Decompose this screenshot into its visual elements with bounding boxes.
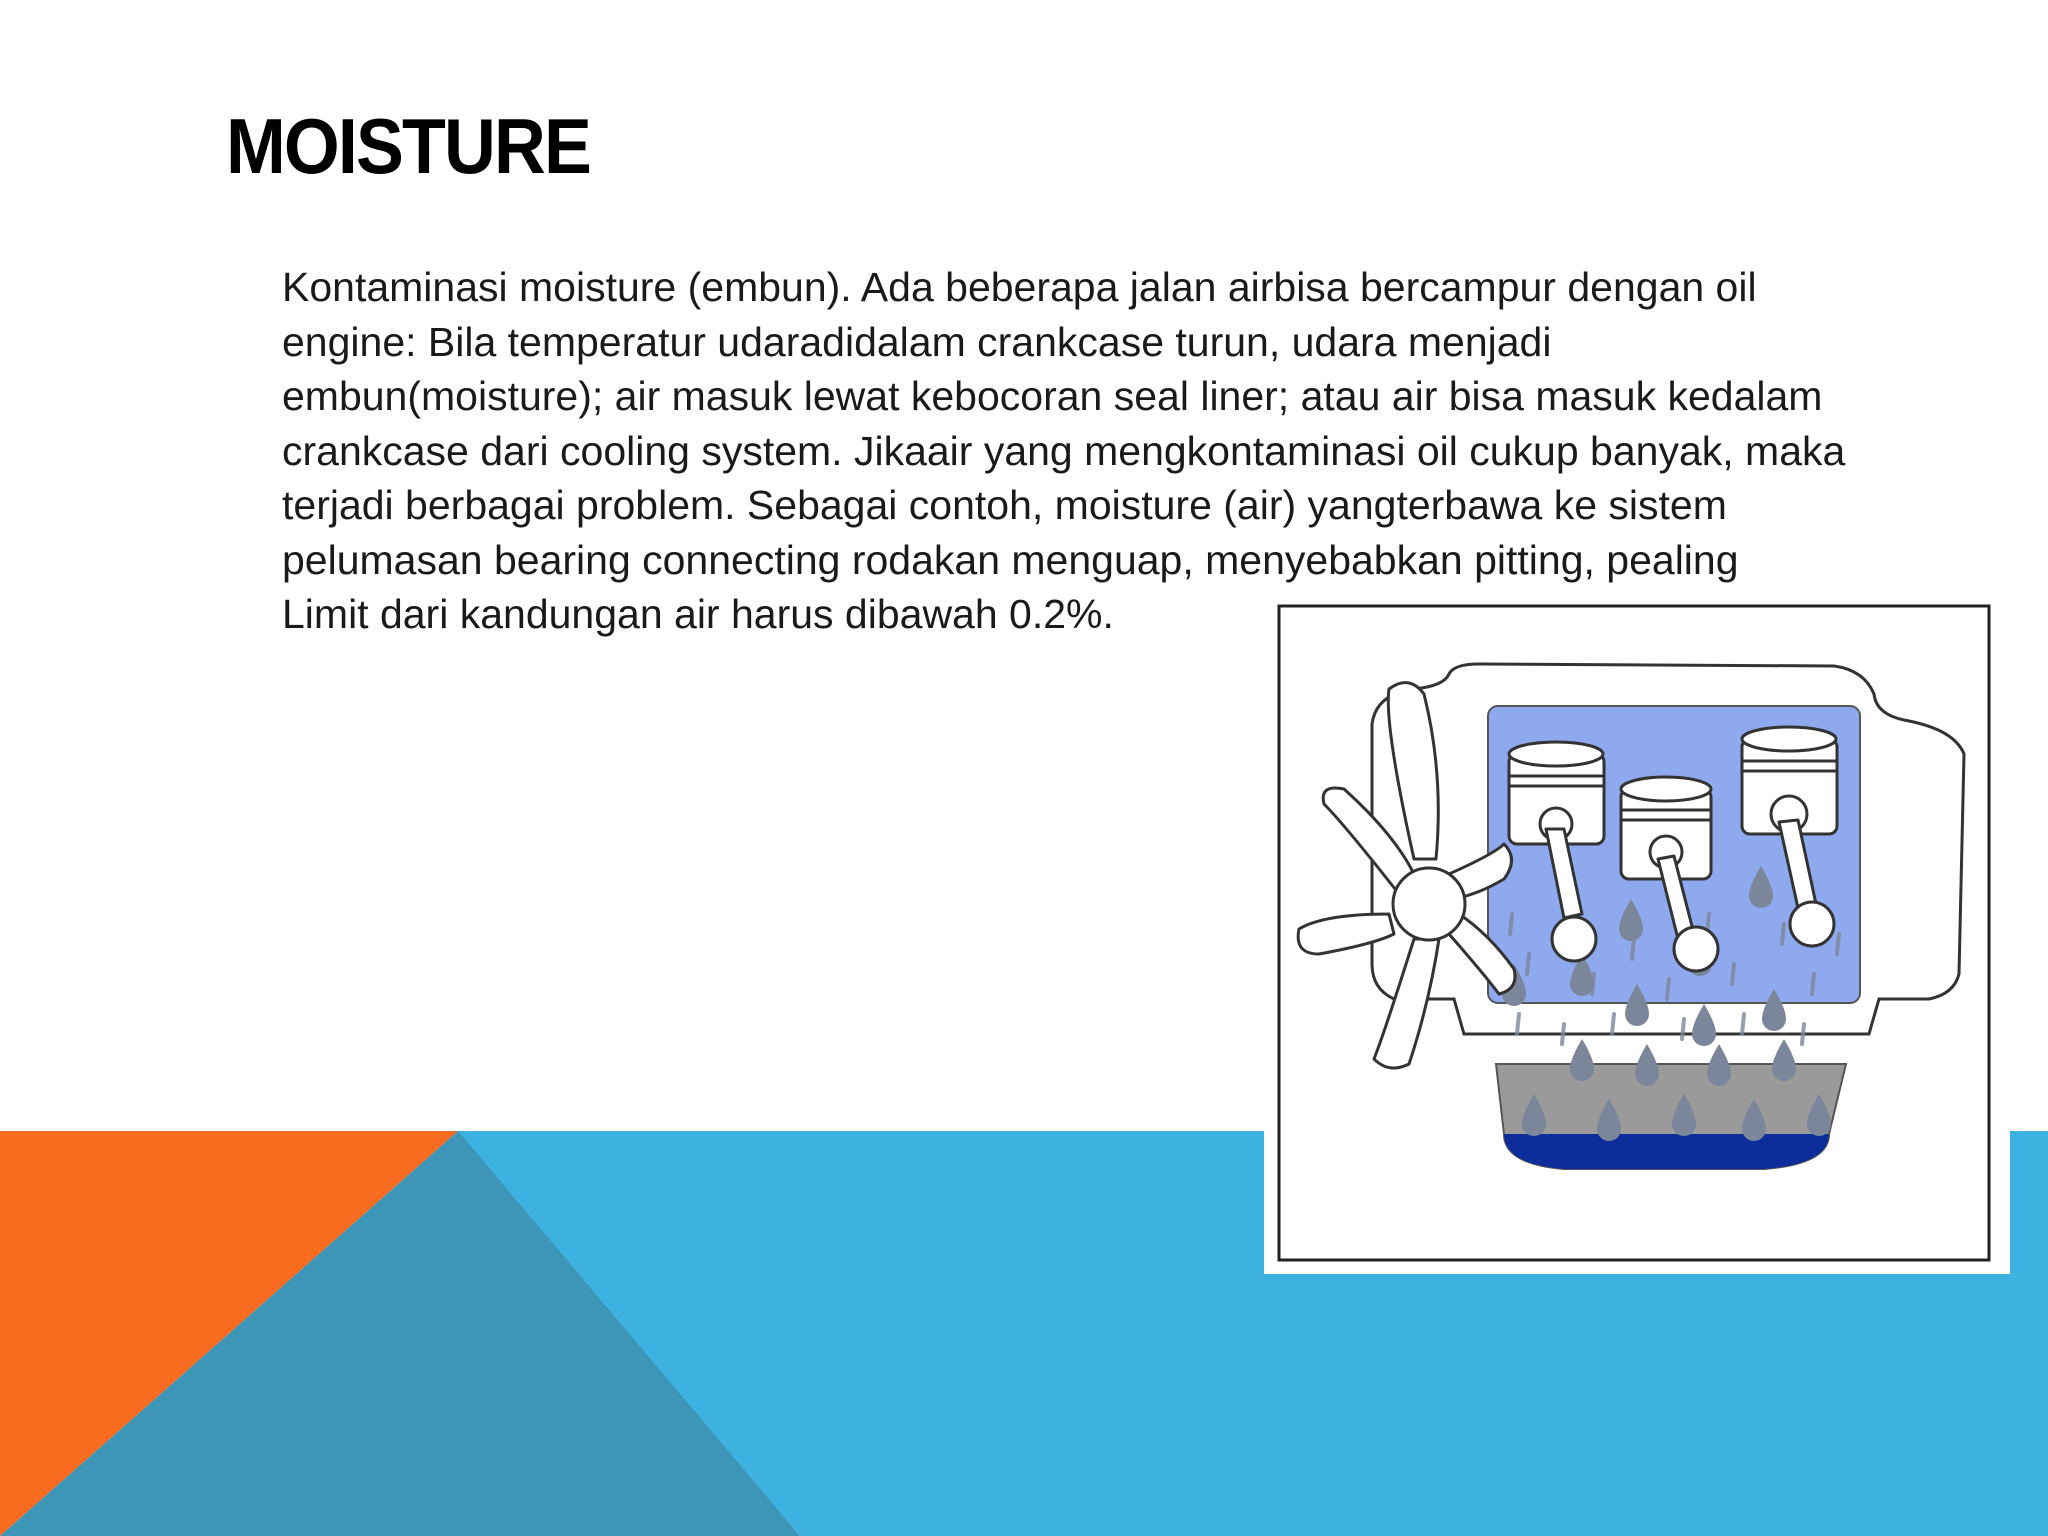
slide-title: MOISTURE	[226, 102, 591, 190]
body-paragraph-1: Kontaminasi moisture (embun). Ada beberapa jalan airbisa bercampur dengan oil engine: Bila temperatur udaradidalam crankcase turun, udara menjadi embun(moisture); air masuk lewat kebocoran seal liner; atau air bisa masuk kedalam crankcase dari cooling system. Jikaair yang mengkontaminasi oil cukup banyak, maka terjadi berbagai problem. Sebagai contoh, moisture (air) yangterbawa ke sistem pelumasan bearing connecting rodakan menguap, menyebabkan pitting, pealing	[282, 264, 1846, 583]
body-text	[282, 260, 1862, 642]
body-paragraph-2: Limit dari kandungan air harus dibawah 0.2%.	[282, 591, 1114, 637]
engine-figure	[1264, 594, 2010, 1274]
engine-moisture-illustration-icon	[1264, 594, 2010, 1274]
